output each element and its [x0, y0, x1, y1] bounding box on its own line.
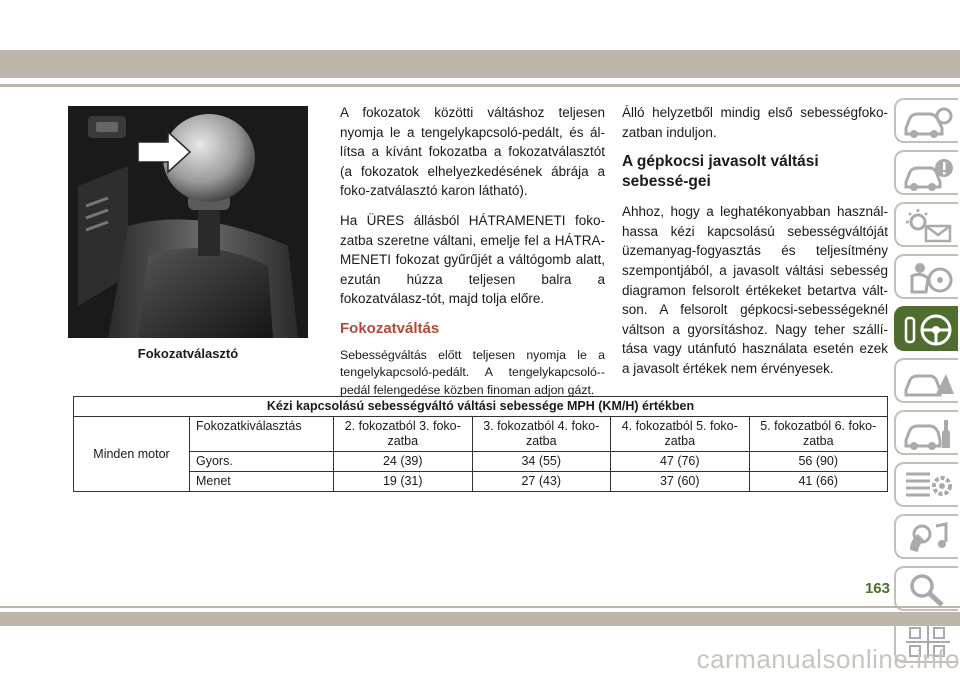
- watermark: carmanualsonline.info: [696, 644, 960, 674]
- tab-multimedia[interactable]: [894, 514, 958, 559]
- gear-shifter-photo: [68, 106, 308, 338]
- search-icon: [902, 572, 954, 608]
- table-cell: 3. fokozatból 4. foko-zatba: [472, 417, 611, 452]
- table-cell: Fokozatkiválasztás: [190, 417, 334, 452]
- table-cell: 47 (76): [611, 452, 750, 472]
- row-header: Minden motor: [74, 417, 190, 492]
- table-row: [74, 417, 888, 452]
- airbag-seat-icon: [902, 260, 954, 296]
- table-cell: 19 (31): [334, 472, 473, 492]
- table-cell: 27 (43): [472, 472, 611, 492]
- footer-band: [0, 612, 960, 626]
- paragraph: Ahhoz, hogy a leghatékonyabban használ-hassa kézi kapcsolású sebességváltóját üzemanyag-fogyasztás és teljesítmény szempontjából, a javasolt váltási sebesség diagramon felsorolt értékeket betartva vált-son. A felsorolt gépkocsi-sebességeknél váltson a gyorsításhoz. Nagy teher szállí-tása vagy utánfutó használata esetén ezek a javasolt értékek nem érvényesek.: [622, 204, 888, 376]
- tab-airbag-seat[interactable]: [894, 254, 958, 299]
- table-cell: 2. fokozatból 3. foko-zatba: [334, 417, 473, 452]
- footer-line: [0, 606, 960, 608]
- table-cell: Gyors.: [190, 452, 334, 472]
- table-cell: 4. fokozatból 5. foko-zatba: [611, 417, 750, 452]
- car-service-icon: [902, 416, 954, 452]
- header-line: [0, 84, 960, 87]
- table-cell: 5. fokozatból 6. foko-zatba: [749, 417, 888, 452]
- tab-emergency[interactable]: [894, 358, 958, 403]
- section-heading: A gépkocsi javasolt váltási sebessé-gei: [622, 153, 819, 191]
- text-column-middle: [340, 103, 605, 409]
- car-info-icon: [902, 104, 954, 140]
- paragraph: Ha ÜRES állásból HÁTRAMENETI foko-zatba szeretne váltani, emelje fel a HÁTRA-MENETI fokozat gyűrűjét a váltógomb alatt, ezután húzza teljesen balra a fokozatválasz-tót, majd tolja előre.: [340, 212, 605, 307]
- multimedia-icon: [902, 520, 954, 556]
- photo-caption: Fokozatválasztó: [137, 346, 239, 361]
- tab-service[interactable]: [894, 410, 958, 455]
- table-cell: 24 (39): [334, 452, 473, 472]
- table-row: [74, 472, 888, 492]
- table-row: [74, 452, 888, 472]
- table-cell: 37 (60): [611, 472, 750, 492]
- table-cell: 56 (90): [749, 452, 888, 472]
- tab-starting-driving[interactable]: [894, 306, 958, 351]
- text-column-right: [622, 103, 888, 389]
- shift-speed-table: [73, 396, 888, 492]
- page-number: 163: [864, 580, 890, 597]
- tab-specs[interactable]: [894, 462, 958, 507]
- chapter-tabs: [890, 98, 960, 670]
- section-heading: Fokozatváltás: [340, 319, 440, 337]
- paragraph: A fokozatok közötti váltáshoz teljesen nyomja le a tengelykapcsoló-pedált, és ál-lítsa a kívánt fokozatba a fokozatválasztót (a fokozatok elhelyezkedésének ábrája a foko-zatválasztó karon látható).: [340, 105, 605, 199]
- tab-car-warning[interactable]: [894, 150, 958, 195]
- table-title-row: [74, 397, 888, 417]
- tab-search[interactable]: [894, 566, 958, 611]
- car-warning-icon: [902, 156, 954, 192]
- tab-car-info[interactable]: [894, 98, 958, 143]
- steering-wheel-icon: [902, 312, 954, 348]
- table-cell: 41 (66): [749, 472, 888, 492]
- lights-message-icon: [902, 208, 954, 244]
- header-band: [0, 50, 960, 78]
- table-cell: Menet: [190, 472, 334, 492]
- tab-lights-message[interactable]: [894, 202, 958, 247]
- table-title: Kézi kapcsolású sebességváltó váltási sebessége MPH (KM/H) értékben: [74, 397, 888, 417]
- paragraph: Álló helyzetből mindig első sebességfoko-zatban induljon.: [622, 105, 888, 140]
- table-cell: 34 (55): [472, 452, 611, 472]
- paragraph: Sebességváltás előtt teljesen nyomja le a tengelykapcsoló-pedált. A tengelykapcsoló--pedál felengedése közben finoman adjon gázt.: [340, 347, 605, 397]
- car-emergency-icon: [902, 364, 954, 400]
- specs-icon: [902, 468, 954, 504]
